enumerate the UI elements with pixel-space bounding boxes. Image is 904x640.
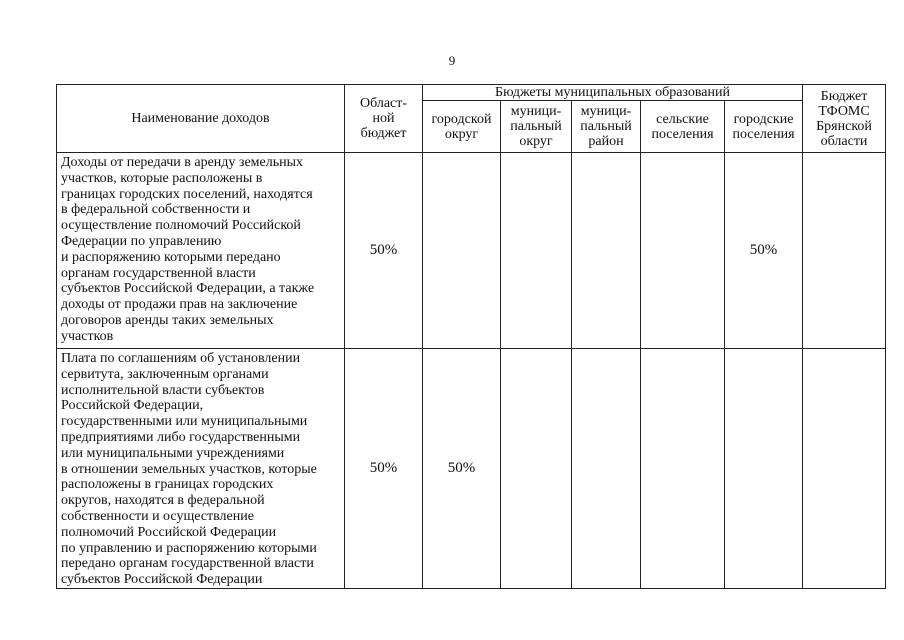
header-tfoms-budget: Бюджет ТФОМС Брянской области xyxy=(803,85,886,153)
header-municipal-district: муници- пальный район xyxy=(572,101,641,153)
municipal-okrug-share-cell xyxy=(501,153,572,349)
table-row xyxy=(57,153,886,349)
header-city-district: городской округ xyxy=(423,101,501,153)
regional-share-cell: 50% xyxy=(345,349,423,589)
urban-settlements-share-cell xyxy=(725,349,803,589)
municipal-district-share-cell xyxy=(572,349,641,589)
header-municipal-budgets: Бюджеты муниципальных образований xyxy=(423,85,803,101)
page-number: 9 xyxy=(448,53,456,68)
header-rural-settlements: сельские поселения xyxy=(641,101,725,153)
municipal-district-share-cell xyxy=(572,153,641,349)
municipal-okrug-share-cell xyxy=(501,349,572,589)
city-district-share-cell xyxy=(423,153,501,349)
header-municipal-okrug: муници- пальный округ xyxy=(501,101,572,153)
tfoms-share-cell xyxy=(803,349,886,589)
header-regional-budget: Област- ной бюджет xyxy=(345,85,423,153)
rural-share-cell xyxy=(641,349,725,589)
income-name-cell: Доходы от передачи в аренду земельных участков, которые расположены в границах городских поселений, находятся в федеральной собственности и осуществление полномочий Российской Федерации по управлению и распоряжению которыми передано органам государственной власти субъектов Российской Федерации, а также доходы от продажи прав на заключение договоров аренды таких земельных участков xyxy=(57,153,345,349)
regional-share-cell: 50% xyxy=(345,153,423,349)
urban-settlements-share-cell: 50% xyxy=(725,153,803,349)
header-urban-settlements: городские поселения xyxy=(725,101,803,153)
revenue-distribution-table xyxy=(56,84,886,589)
header-income-name: Наименование доходов xyxy=(57,85,345,153)
rural-share-cell xyxy=(641,153,725,349)
city-district-share-cell: 50% xyxy=(423,349,501,589)
table-row xyxy=(57,349,886,589)
income-name-cell: Плата по соглашениям об установлении сервитута, заключенным органами исполнительной власти субъектов Российской Федерации, государственными или муниципальными предприятиями либо государственными или муниципальными учреждениями в отношении земельных участков, которые расположены в границах городских округов, находятся в федеральной собственности и осуществление полномочий Российской Федерации по управлению и распоряжению которыми передано органам государственной власти субъектов Российской Федерации xyxy=(57,349,345,589)
tfoms-share-cell xyxy=(803,153,886,349)
